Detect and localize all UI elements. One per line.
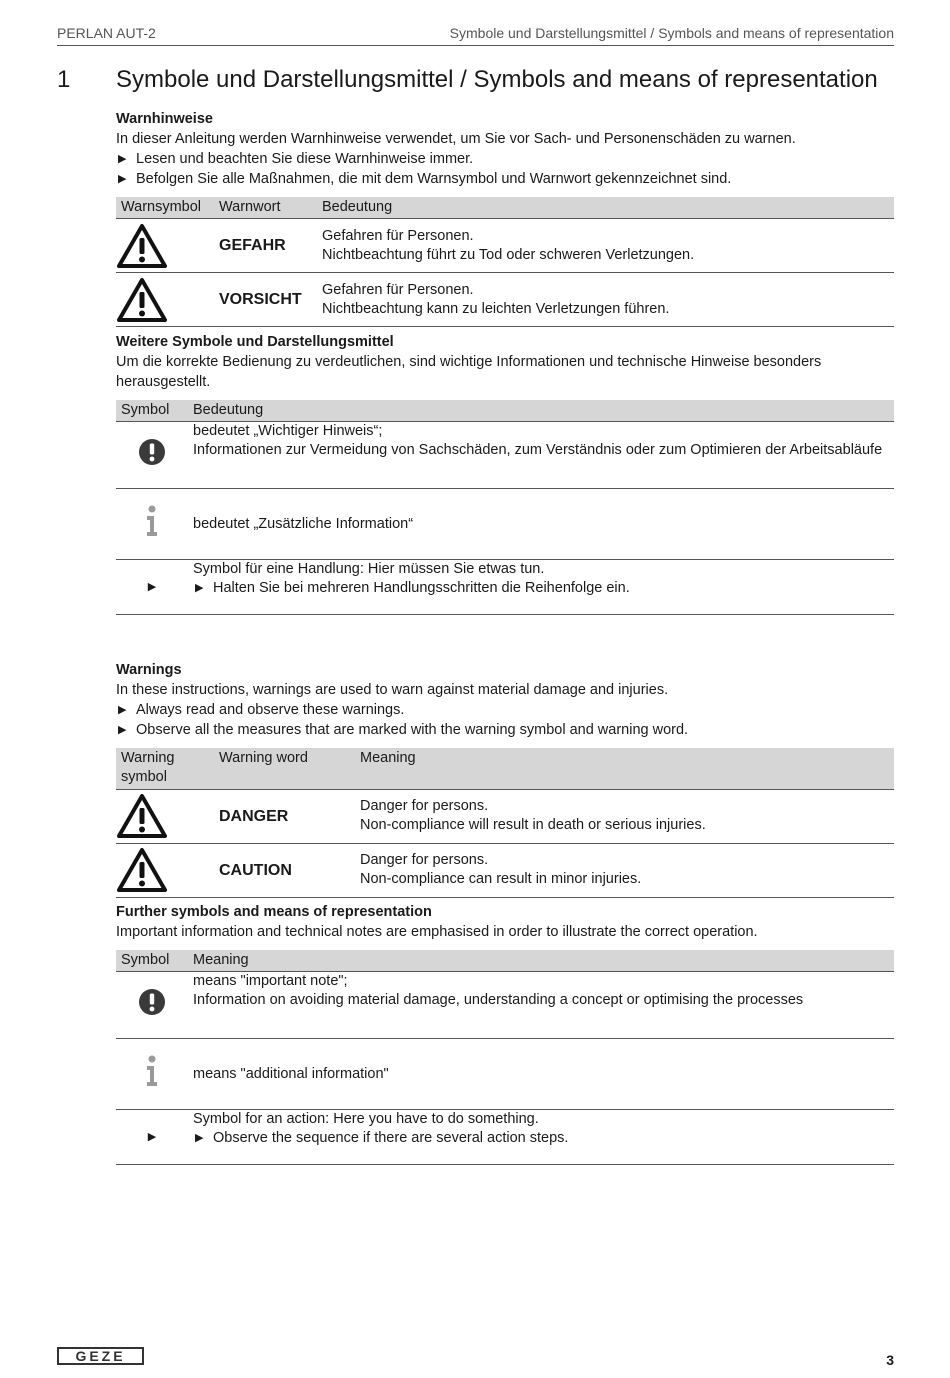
table-row <box>116 219 894 273</box>
col-header: Bedeutung <box>188 400 894 422</box>
table-row <box>116 489 894 560</box>
table-row <box>116 789 894 843</box>
warning-meaning: Danger for persons. Non-compliance will result in death or serious injuries. <box>355 789 894 843</box>
symbol-meaning: means "important note"; Information on avoiding material damage, understanding a concept or optimising the processes <box>188 972 894 1039</box>
exclamation-circle-icon <box>138 438 166 466</box>
warning-word: VORSICHT <box>214 273 317 327</box>
svg-text:GEZE: GEZE <box>75 1348 126 1364</box>
col-header: Meaning <box>355 748 894 789</box>
warning-word: DANGER <box>214 789 355 843</box>
de-further-table <box>116 400 894 615</box>
symbol-meaning: Symbol für eine Handlung: Hier müssen Sie etwas tun. ▶ Halten Sie bei mehreren Handlungsschritten die Reihenfolge ein. <box>188 560 894 615</box>
col-header: Warning symbol <box>116 748 214 789</box>
col-header: Bedeutung <box>317 197 894 219</box>
en-warnings-bullet: ▶ Always read and observe these warnings. <box>118 702 405 718</box>
warning-word: GEFAHR <box>214 219 317 273</box>
play-triangle-icon: ▶ <box>118 724 127 736</box>
play-triangle-icon: ▶ <box>118 153 127 165</box>
en-warnings-heading: Warnings <box>116 662 182 678</box>
de-warnings-section <box>116 109 894 327</box>
warning-meaning: Gefahren für Personen. Nichtbeachtung kann zu leichten Verletzungen führen. <box>317 273 894 327</box>
warning-triangle-icon <box>116 277 168 323</box>
symbol-meaning: bedeutet „Wichtiger Hinweis“; Informationen zur Vermeidung von Sachschäden, zum Verständnis oder zum Optimieren der Arbeitsabläufe <box>188 422 894 489</box>
en-warnings-table <box>116 748 894 898</box>
info-icon <box>144 1055 160 1087</box>
table-row <box>116 273 894 327</box>
chapter-number: 1 <box>57 66 71 93</box>
col-header: Warning word <box>214 748 355 789</box>
col-header: Symbol <box>116 950 188 972</box>
play-triangle-icon: ▶ <box>147 1131 157 1143</box>
warning-triangle-icon <box>116 847 168 893</box>
exclamation-circle-icon <box>138 988 166 1016</box>
de-warnings-table <box>116 197 894 327</box>
play-triangle-icon: ▶ <box>195 1132 204 1144</box>
en-further-section <box>116 902 894 1165</box>
play-triangle-icon: ▶ <box>118 173 127 185</box>
play-triangle-icon: ▶ <box>195 582 204 594</box>
en-warnings-bullet: ▶ Observe all the measures that are marked with the warning symbol and warning word. <box>118 722 689 738</box>
warning-meaning: Danger for persons. Non-compliance can result in minor injuries. <box>355 843 894 897</box>
info-icon <box>144 505 160 537</box>
col-header: Warnsymbol <box>116 197 214 219</box>
en-further-heading: Further symbols and means of representation <box>116 904 432 920</box>
table-row <box>116 1039 894 1110</box>
de-warnings-heading: Warnhinweise <box>116 111 213 127</box>
en-warnings-intro: In these instructions, warnings are used to warn against material damage and injuries. <box>116 682 669 698</box>
play-triangle-icon: ▶ <box>118 704 127 716</box>
play-triangle-icon: ▶ <box>147 581 157 593</box>
symbol-meaning: bedeutet „Zusätzliche Information“ <box>188 489 894 560</box>
de-warnings-bullet: ▶ Befolgen Sie alle Maßnahmen, die mit dem Warnsymbol und Warnwort gekennzeichnet sind. <box>118 171 732 187</box>
page-header <box>57 24 894 46</box>
col-header: Warnwort <box>214 197 317 219</box>
de-warnings-bullet: ▶ Lesen und beachten Sie diese Warnhinweise immer. <box>118 151 474 167</box>
chapter-title: Symbole und Darstellungsmittel / Symbols and means of representation <box>116 66 878 93</box>
geze-logo <box>57 1347 144 1365</box>
table-row <box>116 1110 894 1165</box>
en-warnings-section <box>116 660 894 898</box>
warning-word: CAUTION <box>214 843 355 897</box>
header-product: PERLAN AUT-2 <box>57 25 156 41</box>
de-further-section <box>116 332 894 615</box>
page-number: 3 <box>886 1352 894 1368</box>
warning-meaning: Gefahren für Personen. Nichtbeachtung führt zu Tod oder schweren Verletzungen. <box>317 219 894 273</box>
de-further-intro: Um die korrekte Bedienung zu verdeutlichen, sind wichtige Informationen und technische Hinweise besonders herausgestellt. <box>116 354 822 390</box>
table-row <box>116 843 894 897</box>
col-header: Meaning <box>188 950 894 972</box>
en-further-table <box>116 950 894 1165</box>
warning-triangle-icon <box>116 793 168 839</box>
de-further-heading: Weitere Symbole und Darstellungsmittel <box>116 334 394 350</box>
warning-triangle-icon <box>116 223 168 269</box>
symbol-meaning: Symbol for an action: Here you have to do something. ▶ Observe the sequence if there are several action steps. <box>188 1110 894 1165</box>
symbol-meaning: means "additional information" <box>188 1039 894 1110</box>
table-row <box>116 560 894 615</box>
en-further-intro: Important information and technical notes are emphasised in order to illustrate the correct operation. <box>116 924 758 940</box>
table-row <box>116 422 894 489</box>
table-row <box>116 972 894 1039</box>
col-header: Symbol <box>116 400 188 422</box>
header-section: Symbole und Darstellungsmittel / Symbols and means of representation <box>449 25 894 41</box>
de-warnings-intro: In dieser Anleitung werden Warnhinweise verwendet, um Sie vor Sach- und Personenschäden zu warnen. <box>116 131 796 147</box>
